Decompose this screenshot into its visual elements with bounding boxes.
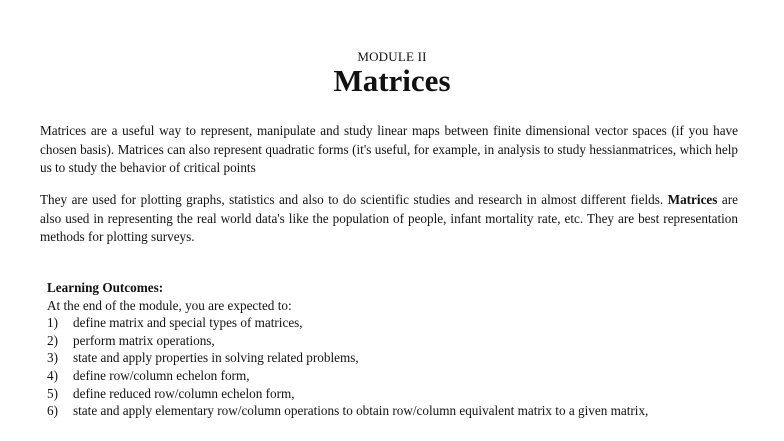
outcome-text: perform matrix operations, xyxy=(73,332,215,348)
paragraph-2-text-end: are also used in representing the real world data's like the population of people, infant mortality rate, etc. They are best representation methods for plotting surveys. xyxy=(40,192,739,244)
learning-outcomes-section xyxy=(47,279,740,420)
outcome-text: define matrix and special types of matrices, xyxy=(73,315,303,331)
learning-outcomes-heading: Learning Outcomes: xyxy=(47,280,164,295)
outcome-number: 3) xyxy=(47,350,58,366)
module-label: MODULE II xyxy=(357,49,427,64)
learning-outcomes-lead: At the end of the module, you are expected to: xyxy=(47,297,292,313)
outcome-text: define reduced row/column echelon form, xyxy=(73,385,295,401)
outcome-number: 6) xyxy=(47,403,58,419)
outcome-item xyxy=(47,314,740,332)
paragraph-2-bold-term: Matrices xyxy=(667,192,718,207)
outcome-item xyxy=(47,332,740,350)
outcome-number: 4) xyxy=(47,367,58,383)
page-title: Matrices xyxy=(333,63,451,98)
paragraph-2-text-start: They are used for plotting graphs, statistics and also to do scientific studies and research in almost different fields. xyxy=(40,192,668,207)
outcome-number: 2) xyxy=(47,332,58,348)
outcome-number: 5) xyxy=(47,385,58,401)
learning-outcomes-list xyxy=(47,314,740,420)
outcome-item xyxy=(47,385,740,403)
intro-paragraph-2 xyxy=(40,191,738,247)
outcome-text: state and apply properties in solving related problems, xyxy=(73,350,359,366)
outcome-text: state and apply elementary row/column operations to obtain row/column equivalent matrix to a given matrix, xyxy=(73,403,649,419)
outcome-text: define row/column echelon form, xyxy=(73,367,250,383)
outcome-item xyxy=(47,367,740,385)
intro-paragraph-1: Matrices are a useful way to represent, manipulate and study linear maps between finite dimensional vector spaces (if you have chosen basis). Matrices can also represent quadratic forms (it's useful, for example, in analysis to study hessianmatrices, which help us to study the behavior of critical points xyxy=(40,123,738,175)
outcome-item xyxy=(47,402,740,420)
outcome-number: 1) xyxy=(47,315,58,331)
outcome-item xyxy=(47,349,740,367)
